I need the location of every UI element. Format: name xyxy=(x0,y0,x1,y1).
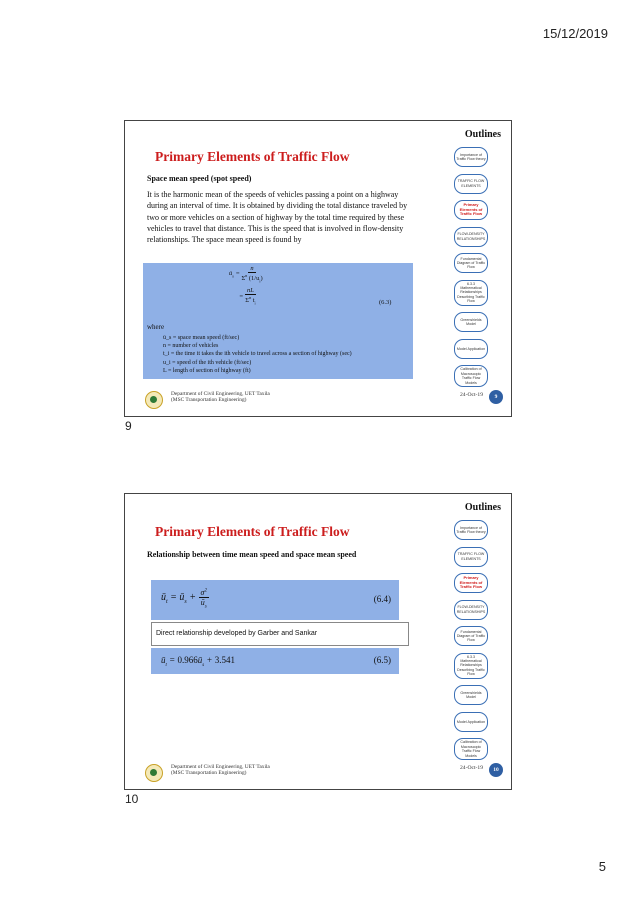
slide-date: 24-Oct-19 xyxy=(460,392,483,398)
outline-item[interactable]: 6.3.3 Mathematical Relationships Describing Traffic Flow xyxy=(454,653,488,679)
university-logo xyxy=(145,391,163,409)
outline-item-active[interactable]: Primary Elements of Traffic Flow xyxy=(454,573,488,593)
formula-panel xyxy=(143,263,413,379)
outline-item[interactable]: Importance of Traffic Flow theory xyxy=(454,147,488,167)
outlines-sidebar xyxy=(437,520,505,760)
outlines-title: Outlines xyxy=(464,129,501,140)
definition-item: t_i = the time it takes the ith vehicle to travel across a section of highway (sec) xyxy=(163,351,352,358)
definition-item: n = number of vehicles xyxy=(163,343,219,350)
outline-item[interactable]: TRAFFIC FLOW ELEMENTS xyxy=(454,547,488,567)
slide-subheading: Relationship between time mean speed and space mean speed xyxy=(147,550,357,559)
slide-subheading: Space mean speed (spot speed) xyxy=(147,174,252,183)
slide-number-badge: 9 xyxy=(489,390,503,404)
slide-9 xyxy=(124,120,512,417)
outline-item[interactable]: 6.3.3 Mathematical Relationships Describing Traffic Flow xyxy=(454,280,488,306)
slide-10 xyxy=(124,493,512,790)
outline-item[interactable]: Calibration of Macroscopic Traffic Flow Models xyxy=(454,365,488,387)
definition-item: u_i = speed of the ith vehicle (ft/sec) xyxy=(163,359,252,366)
footer-department: Department of Civil Engineering, UET Taxila xyxy=(171,390,270,397)
footer-program: (MSC Transportation Engineering) xyxy=(171,397,247,404)
space-mean-speed-equation: $ū_s$ = $\frac{n}{\Sigma^n (1/u_i)}$ = $\frac{nL}{\Sigma^n t_i}$ xyxy=(229,265,263,306)
outline-item[interactable]: FLOW-DENSITY RELATIONSHIPS xyxy=(454,600,488,620)
time-space-speed-equation: $ū_t$ = $ū_s$ + $\frac{\sigma^2}{ū_s}$ xyxy=(161,588,207,610)
equation-number: (6.4) xyxy=(373,594,391,604)
page-slide-label: 10 xyxy=(125,792,139,806)
slide-title: Primary Elements of Traffic Flow xyxy=(155,149,350,164)
outline-item[interactable]: Model Application xyxy=(454,339,488,359)
where-label: where xyxy=(147,323,165,331)
slide-title: Primary Elements of Traffic Flow xyxy=(155,524,350,539)
outlines-sidebar xyxy=(437,147,505,387)
outline-item-active[interactable]: Primary Elements of Traffic Flow xyxy=(454,200,488,220)
equation-number: (6.5) xyxy=(373,655,391,665)
footer-department: Department of Civil Engineering, UET Taxila xyxy=(171,763,270,770)
slide-date: 24-Oct-19 xyxy=(460,765,483,771)
outline-item[interactable]: Model Application xyxy=(454,712,488,732)
equation-number: (6.3) xyxy=(379,299,392,306)
footer-program: (MSC Transportation Engineering) xyxy=(171,770,247,777)
outlines-title: Outlines xyxy=(464,502,501,513)
outline-item[interactable]: Calibration of Macroscopic Traffic Flow Models xyxy=(454,738,488,760)
page-number: 5 xyxy=(598,859,606,874)
equation-6-4-panel xyxy=(151,580,399,620)
definition-item: L = length of section of highway (ft) xyxy=(163,367,251,374)
outline-item[interactable]: TRAFFIC FLOW ELEMENTS xyxy=(454,174,488,194)
outline-item[interactable]: Importance of Traffic Flow theory xyxy=(454,520,488,540)
equation-6-5-panel xyxy=(151,648,399,674)
garber-sankar-equation: $ū_t$ = $0.966ū_s + 3.541$ xyxy=(161,655,235,668)
outline-item[interactable]: Fundamental Diagram of Traffic Flow xyxy=(454,626,488,646)
outline-item[interactable]: Greenshields Model xyxy=(454,685,488,705)
slide-footer xyxy=(171,391,270,404)
page-slide-label: 9 xyxy=(125,419,132,433)
note-box xyxy=(151,622,409,646)
definitions-list xyxy=(163,334,352,375)
slide-number-badge: 10 xyxy=(489,763,503,777)
outline-item[interactable]: Fundamental Diagram of Traffic Flow xyxy=(454,253,488,273)
page-date: 15/12/2019 xyxy=(542,26,608,41)
definition-item: ū_s = space mean speed (ft/sec) xyxy=(163,335,240,341)
relationship-note: Direct relationship developed by Garber and Sankar xyxy=(156,630,318,637)
slide-footer xyxy=(171,764,270,777)
university-logo xyxy=(145,764,163,782)
slide-body-text: It is the harmonic mean of the speeds of vehicles passing a point on a highway during an interval of time. It is obtained by dividing the total distance traveled by two or more vehicles on a section of highway by the total time required by these vehicles to travel that distance. This is the speed that is involved in flow-density relationships. The space mean speed is found by xyxy=(147,190,408,245)
outline-item[interactable]: Greenshields Model xyxy=(454,312,488,332)
outline-item[interactable]: FLOW-DENSITY RELATIONSHIPS xyxy=(454,227,488,247)
